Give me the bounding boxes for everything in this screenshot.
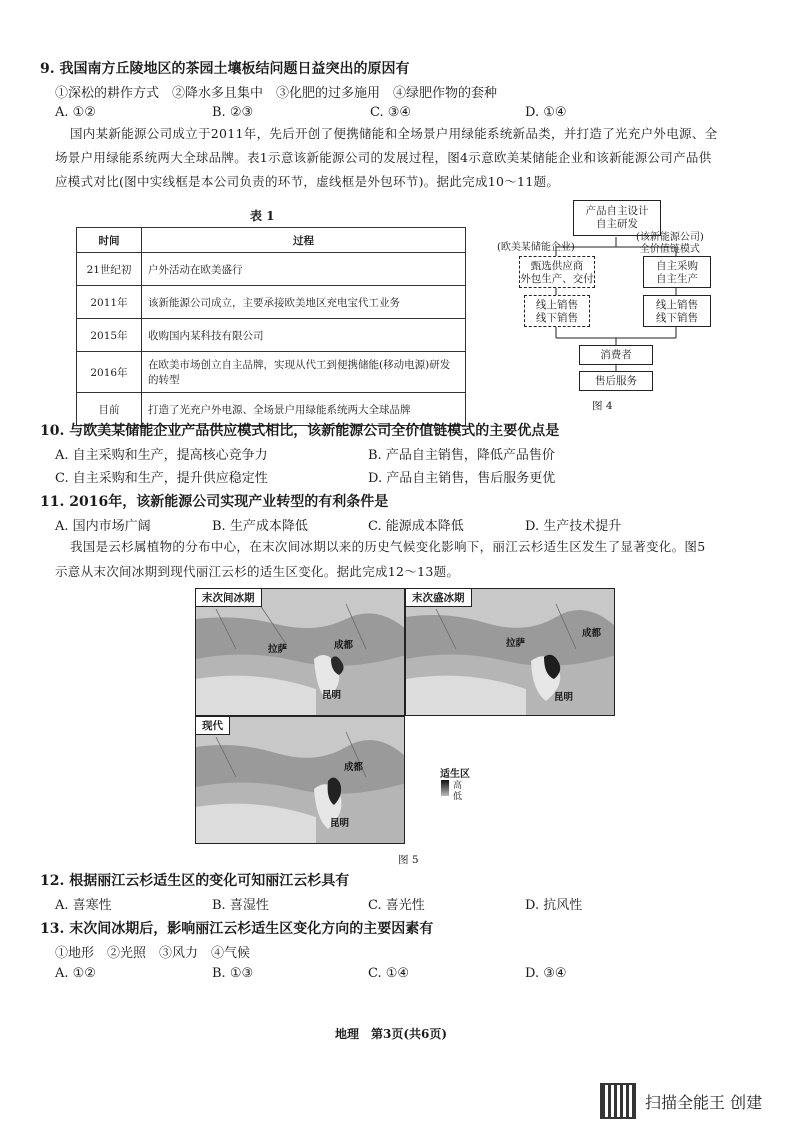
- watermark-text: 扫描全能王 创建: [645, 1093, 763, 1112]
- q9-items: ①深松的耕作方式 ②降水多且集中 ③化肥的过多施用 ④绿肥作物的套种: [55, 86, 498, 101]
- q13-option-a: A. ①②: [55, 966, 96, 981]
- q9-option-d: D. ①④: [525, 105, 567, 120]
- q12-option-d: D. 抗风性: [525, 898, 583, 913]
- legend-low: 低: [453, 792, 463, 802]
- q9-stem: 9. 我国南方丘陵地区的茶园土壤板结问题日益突出的原因有: [40, 61, 410, 77]
- table-cell: 户外活动在欧美盛行: [142, 253, 466, 286]
- table-row: [77, 286, 466, 319]
- table-cell: 在欧美市场创立自主品牌，实现从代工到便携储能(移动电源)研发的转型: [142, 352, 466, 393]
- table-cell: 2011年: [77, 286, 142, 319]
- city-lasa: 拉萨: [268, 644, 288, 655]
- fig4-left-label: (欧美某储能企业): [497, 242, 575, 253]
- q10-option-c: C. 自主采购和生产，提升供应稳定性: [55, 471, 268, 486]
- q9-option-a: A. ①②: [55, 105, 96, 120]
- city-kunming: 昆明: [330, 818, 350, 829]
- fig4-right-label: (该新能源公司) 全价值链模式: [636, 232, 704, 255]
- city-lasa: 拉萨: [506, 638, 526, 649]
- panel-label: 末次盛冰期: [406, 589, 472, 607]
- q12-stem: 12. 根据丽江云杉适生区的变化可知丽江云杉具有: [40, 873, 350, 889]
- fig4-self-produce-box: 自主采购 自主生产: [643, 256, 711, 288]
- legend-color-bar: [441, 780, 449, 796]
- q13-items: ①地形 ②光照 ③风力 ④气候: [55, 946, 251, 961]
- table-cell: 目前: [77, 393, 142, 426]
- terrain-map: [406, 589, 615, 716]
- passage1-line2: 场景户用绿能系统两大全球品牌。表1示意该新能源公司的发展过程，图4示意欧美某储能企业和该新能源公司产品供: [55, 150, 712, 165]
- q11-option-b: B. 生产成本降低: [212, 519, 308, 534]
- q11-stem: 11. 2016年，该新能源公司实现产业转型的有利条件是: [40, 494, 389, 510]
- legend-high: 高: [453, 781, 463, 791]
- fig4-after-sales-box: 售后服务: [579, 371, 653, 391]
- city-kunming: 昆明: [322, 690, 342, 701]
- q9-option-c: C. ③④: [370, 105, 412, 120]
- panel-label: 末次间冰期: [196, 589, 262, 607]
- table-cell: 2015年: [77, 319, 142, 352]
- table-cell: 2016年: [77, 352, 142, 393]
- q9-option-b: B. ②③: [212, 105, 254, 120]
- table-row: [77, 319, 466, 352]
- q10-option-d: D. 产品自主销售，售后服务更优: [368, 471, 556, 486]
- fig4-caption: 图 4: [592, 400, 613, 412]
- q13-option-d: D. ③④: [525, 966, 567, 981]
- table-cell: 收购国内某科技有限公司: [142, 319, 466, 352]
- map-panel-modern: [195, 716, 405, 844]
- fig4-outsource-box: 甄选供应商 外包生产、交付: [519, 256, 595, 288]
- table-cell: 21世纪初: [77, 253, 142, 286]
- q10-stem: 10. 与欧美某储能企业产品供应模式相比，该新能源公司全价值链模式的主要优点是: [40, 423, 560, 439]
- passage1-line1: 国内某新能源公司成立于2011年，先后开创了便携储能和全场景户用绿能系统新品类，并打造了光充户外电源、全: [70, 126, 718, 141]
- q12-option-b: B. 喜湿性: [212, 898, 269, 913]
- q13-option-c: C. ①④: [368, 966, 410, 981]
- passage2-line1: 我国是云杉属植物的分布中心，在末次间冰期以来的历史气候变化影响下，丽江云杉适生区发生了显著变化。图5: [70, 539, 706, 554]
- terrain-map: [196, 589, 405, 716]
- map-panel-last-interglacial: [195, 588, 405, 716]
- q13-stem: 13. 末次间冰期后，影响丽江云杉适生区变化方向的主要因素有: [40, 921, 434, 937]
- city-chengdu: 成都: [334, 640, 354, 651]
- passage2-line2: 示意从末次间冰期到现代丽江云杉的适生区变化。据此完成12～13题。: [55, 564, 460, 579]
- city-chengdu: 成都: [582, 628, 602, 639]
- panel-label: 现代: [196, 717, 230, 735]
- table1-header-process: 过程: [142, 228, 466, 253]
- q11-option-c: C. 能源成本降低: [368, 519, 464, 534]
- table-row: [77, 352, 466, 393]
- q13-option-b: B. ①③: [212, 966, 254, 981]
- passage1-line3: 应模式对比(图中实线框是本公司负责的环节，虚线框是外包环节)。据此完成10～11题。: [55, 174, 560, 189]
- fig4-design-box: 产品自主设计 自主研发: [573, 200, 661, 236]
- table-cell: 打造了光充户外电源、全场景户用绿能系统两大全球品牌: [142, 393, 466, 426]
- qr-code-icon: [600, 1083, 636, 1119]
- legend-title: 适生区: [440, 769, 470, 780]
- map-panel-last-glacial-max: [405, 588, 615, 716]
- table1-header-time: 时间: [77, 228, 142, 253]
- fig5-caption: 图 5: [398, 854, 419, 866]
- q10-option-a: A. 自主采购和生产，提高核心竞争力: [55, 448, 268, 463]
- table1: [76, 227, 466, 426]
- q10-option-b: B. 产品自主销售，降低产品售价: [368, 448, 555, 463]
- city-chengdu: 成都: [344, 762, 364, 773]
- fig4-left-sales-box: 线上销售 线下销售: [524, 295, 590, 327]
- q12-option-a: A. 喜寒性: [55, 898, 112, 913]
- q12-option-c: C. 喜光性: [368, 898, 425, 913]
- city-kunming: 昆明: [554, 692, 574, 703]
- table1-title: 表 1: [250, 209, 275, 223]
- fig4-right-sales-box: 线上销售 线下销售: [643, 295, 711, 327]
- fig4-consumer-box: 消费者: [579, 345, 653, 365]
- table-row: [77, 253, 466, 286]
- table-cell: 该新能源公司成立，主要承接欧美地区充电宝代工业务: [142, 286, 466, 319]
- q11-option-a: A. 国内市场广阔: [55, 519, 151, 534]
- q11-option-d: D. 生产技术提升: [525, 519, 622, 534]
- terrain-map: [196, 717, 405, 844]
- page-footer: 地理 第3页(共6页): [335, 1027, 448, 1041]
